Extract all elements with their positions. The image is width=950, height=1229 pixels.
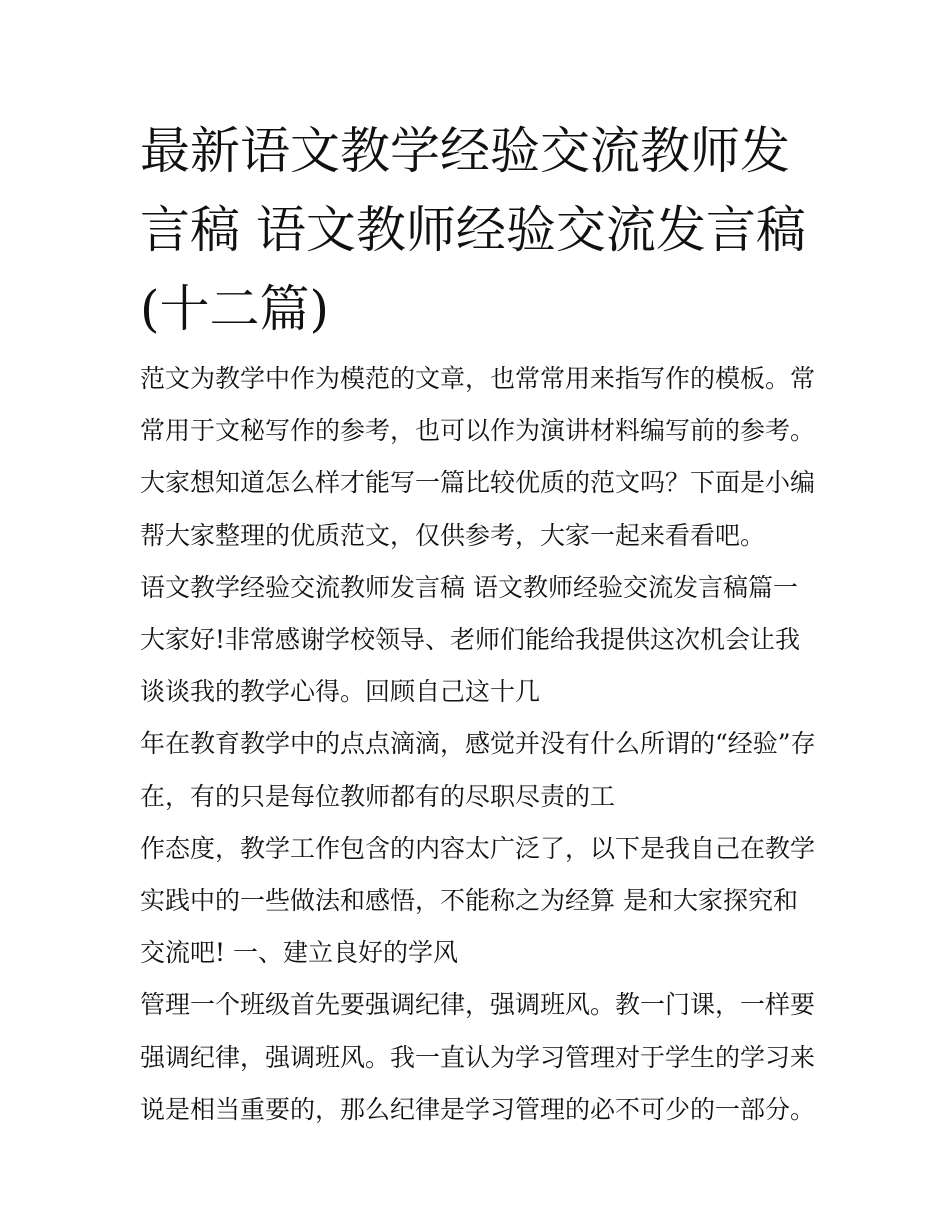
body-line: 说是相当重要的，那么纪律是学习管理的必不可少的一部分。 xyxy=(140,1094,816,1124)
body-line: 大家想知道怎么样才能写一篇比较优质的范文吗？下面是小编 xyxy=(140,468,816,498)
title-line: 最新语文教学经验交流教师发 xyxy=(140,122,790,180)
body-line: 谈谈我的教学心得。回顾自己这十几 xyxy=(140,677,541,707)
body-line: 常用于文秘写作的参考，也可以作为演讲材料编写前的参考。 xyxy=(140,416,816,446)
body-line: 实践中的一些做法和感悟，不能称之为经算 是和大家探究和 xyxy=(140,886,798,916)
document-body xyxy=(140,353,820,1136)
body-line: 大家好!非常感谢学校领导、老师们能给我提供这次机会让我 xyxy=(140,625,801,655)
body-line: 在，有的只是每位教师都有的尽职尽责的工 xyxy=(140,781,616,811)
body-line: 作态度，教学工作包含的内容太广泛了，以下是我自己在教学 xyxy=(140,833,816,863)
body-line: 帮大家整理的优质范文，仅供参考，大家一起来看看吧。 xyxy=(140,520,766,550)
body-line: 管理一个班级首先要强调纪律，强调班风。教一门课，一样要 xyxy=(140,990,816,1020)
section-heading-line: 语文教学经验交流教师发言稿 语文教师经验交流发言稿篇一 xyxy=(140,572,798,602)
body-line: 强调纪律，强调班风。我一直认为学习管理对于学生的学习来 xyxy=(140,1042,816,1072)
body-line: 范文为教学中作为模范的文章，也常常用来指写作的模板。常 xyxy=(140,364,816,393)
document-title xyxy=(140,112,820,349)
title-line: 言稿 语文教师经验交流发言稿 xyxy=(140,201,806,259)
title-line: (十二篇) xyxy=(140,280,330,338)
body-line: 交流吧! 一、建立良好的学风 xyxy=(140,938,458,968)
body-line: 年在教育教学中的点点滴滴，感觉并没有什么所谓的“经验”存 xyxy=(140,729,816,759)
